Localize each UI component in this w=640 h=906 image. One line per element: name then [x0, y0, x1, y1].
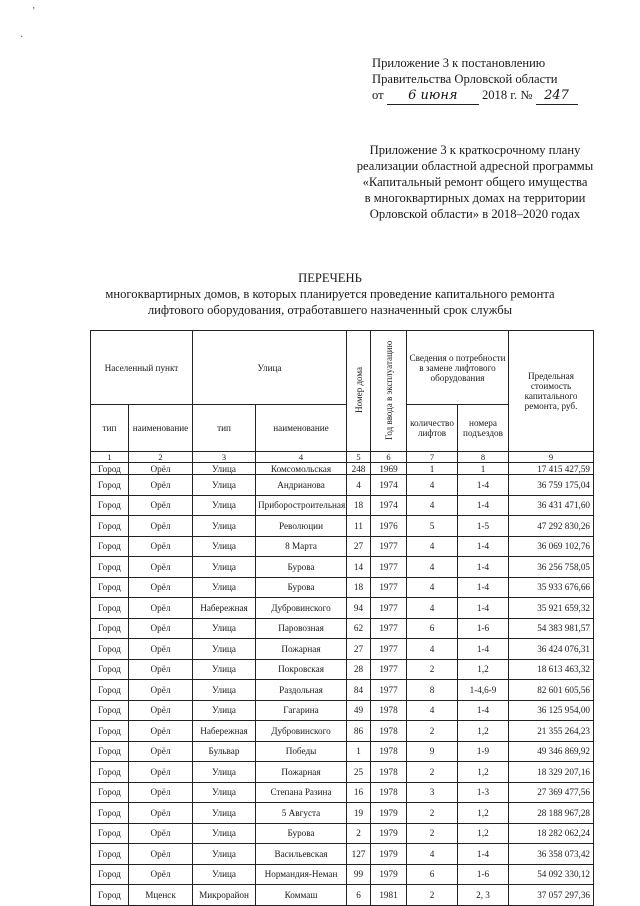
table-cell: Улица [193, 495, 256, 516]
table-cell: 1974 [371, 475, 407, 496]
houses-table [90, 330, 594, 906]
table-cell: Орёл [129, 741, 193, 762]
header-lifts: количество лифтов [407, 405, 458, 452]
header-type: тип [91, 405, 129, 452]
table-cell: Орёл [129, 598, 193, 619]
header-name: наименование [129, 405, 193, 452]
table-cell: 4 [407, 577, 458, 598]
table-cell: 94 [347, 598, 371, 619]
table-cell: 1-6 [458, 618, 509, 639]
header-street-name: наименование [256, 405, 347, 452]
table-cell: Орёл [129, 516, 193, 537]
table-row [91, 864, 594, 885]
table-cell: 1977 [371, 557, 407, 578]
table-cell: 18 [347, 577, 371, 598]
table-cell: Улица [193, 844, 256, 865]
table-cell: 3 [407, 782, 458, 803]
table-cell: 2 [407, 803, 458, 824]
table-cell: Улица [193, 782, 256, 803]
table-row [91, 495, 594, 516]
table-cell: 1977 [371, 680, 407, 701]
table-cell: Город [91, 577, 129, 598]
plan-reference [330, 142, 620, 222]
table-cell: Город [91, 803, 129, 824]
table-cell: 5 [407, 516, 458, 537]
table-row [91, 536, 594, 557]
col-number: 1 [91, 452, 129, 463]
table-row [91, 475, 594, 496]
table-cell: 28 188 967,28 [509, 803, 594, 824]
table-cell: 1977 [371, 598, 407, 619]
table-row [91, 618, 594, 639]
header-street-type: тип [193, 405, 256, 452]
table-cell: 4 [407, 844, 458, 865]
table-cell: Город [91, 598, 129, 619]
table-row [91, 577, 594, 598]
plan-line-5: Орловской области» в 2018–2020 годах [369, 207, 581, 221]
column-number-row [91, 452, 594, 463]
table-row [91, 823, 594, 844]
table-cell: Набережная [193, 721, 256, 742]
table-row [91, 659, 594, 680]
col-number: 5 [347, 452, 371, 463]
plan-line-3: «Капитальный ремонт общего имущества [362, 175, 588, 189]
table-row [91, 885, 594, 906]
table-cell: 2 [407, 823, 458, 844]
table-cell: Улица [193, 823, 256, 844]
table-cell: Бульвар [193, 741, 256, 762]
plan-line-2: реализации областной адресной программы [356, 159, 594, 173]
table-cell: Улица [193, 803, 256, 824]
table-cell: Улица [193, 516, 256, 537]
table-cell: 8 [407, 680, 458, 701]
table-row [91, 463, 594, 475]
table-cell: Орёл [129, 577, 193, 598]
table-cell: 4 [407, 475, 458, 496]
table-cell: 47 292 830,26 [509, 516, 594, 537]
col-number: 7 [407, 452, 458, 463]
table-cell: Улица [193, 700, 256, 721]
table-cell: Коммаш [256, 885, 347, 906]
table-cell: 1-4 [458, 700, 509, 721]
date-year: 2018 г. № [481, 88, 533, 102]
table-cell: 28 [347, 659, 371, 680]
table-cell: Город [91, 536, 129, 557]
handwritten-date: 6 июня [387, 88, 479, 105]
table-cell: 35 933 676,66 [509, 577, 594, 598]
table-cell: 36 431 471,60 [509, 495, 594, 516]
table-cell: 1,2 [458, 762, 509, 783]
table-cell: 1-3 [458, 782, 509, 803]
col-number: 9 [509, 452, 594, 463]
table-cell: 99 [347, 864, 371, 885]
table-cell: 6 [407, 618, 458, 639]
table-cell: 37 057 297,36 [509, 885, 594, 906]
table-cell: 1-9 [458, 741, 509, 762]
table-cell: 4 [407, 557, 458, 578]
table-cell: 36 069 102,76 [509, 536, 594, 557]
table-cell: Орёл [129, 844, 193, 865]
table-cell: Паровозная [256, 618, 347, 639]
table-cell: 1-5 [458, 516, 509, 537]
plan-line-1: Приложение 3 к краткосрочному плану [369, 143, 581, 157]
table-cell: Орёл [129, 618, 193, 639]
table-cell: Улица [193, 463, 256, 475]
table-cell: Степана Разина [256, 782, 347, 803]
header-entrances: номера подъездов [458, 405, 509, 452]
table-cell: 62 [347, 618, 371, 639]
handwritten-number: 247 [536, 88, 578, 105]
table-cell: Приборостроительная [256, 495, 347, 516]
table-cell: Орёл [129, 823, 193, 844]
table-cell: 36 256 758,05 [509, 557, 594, 578]
table-cell: Пожарная [256, 762, 347, 783]
table-cell: 1 [347, 741, 371, 762]
table-cell: Бурова [256, 577, 347, 598]
table-cell: 1 [407, 463, 458, 475]
table-cell: 1977 [371, 639, 407, 660]
table-cell: Нормандия-Неман [256, 864, 347, 885]
header-settlement: Населенный пункт [91, 331, 193, 405]
table-cell: 1978 [371, 782, 407, 803]
table-cell: 127 [347, 844, 371, 865]
table-cell: 1978 [371, 721, 407, 742]
table-row [91, 762, 594, 783]
table-cell: Орёл [129, 659, 193, 680]
header-cost: Предельная стоимость капитального ремонта, руб. [509, 331, 594, 452]
table-row [91, 803, 594, 824]
table-cell: Город [91, 782, 129, 803]
table-cell: 82 601 605,56 [509, 680, 594, 701]
table-row [91, 844, 594, 865]
table-row [91, 516, 594, 537]
table-cell: 18 282 062,24 [509, 823, 594, 844]
table-cell: Дубровинского [256, 598, 347, 619]
table-cell: 18 329 207,16 [509, 762, 594, 783]
table-cell: Город [91, 680, 129, 701]
table-cell: Город [91, 463, 129, 475]
table-cell: 2 [407, 659, 458, 680]
table-cell: 14 [347, 557, 371, 578]
table-cell: Андрианова [256, 475, 347, 496]
table-cell: Улица [193, 864, 256, 885]
table-cell: Город [91, 618, 129, 639]
table-cell: 49 [347, 700, 371, 721]
header-year-label: Год ввода в эксплуатацию [383, 340, 394, 440]
table-cell: 2 [347, 823, 371, 844]
table-cell: Улица [193, 536, 256, 557]
table-cell: 86 [347, 721, 371, 742]
table-cell: 1,2 [458, 721, 509, 742]
table-cell: Город [91, 557, 129, 578]
table-cell: 248 [347, 463, 371, 475]
annex-line-1: Приложение 3 к постановлению [372, 56, 546, 70]
table-cell: 1979 [371, 864, 407, 885]
table-cell: 1977 [371, 659, 407, 680]
table-cell: 1978 [371, 741, 407, 762]
table-cell: 1977 [371, 618, 407, 639]
table-cell: 6 [347, 885, 371, 906]
table-cell: Бурова [256, 823, 347, 844]
table-row [91, 721, 594, 742]
table-cell: Орёл [129, 782, 193, 803]
table-cell: 11 [347, 516, 371, 537]
table-cell: 1977 [371, 536, 407, 557]
table-cell: Победы [256, 741, 347, 762]
table-cell: Орёл [129, 680, 193, 701]
table-cell: 27 369 477,56 [509, 782, 594, 803]
table-cell: Орёл [129, 475, 193, 496]
plan-line-4: в многоквартирных домах на территории [364, 191, 586, 205]
table-cell: 1,2 [458, 659, 509, 680]
table-cell: 1-4 [458, 577, 509, 598]
table-cell: 4 [407, 700, 458, 721]
table-cell: Улица [193, 680, 256, 701]
header-street: Улица [193, 331, 347, 405]
table-cell: 1 [458, 463, 509, 475]
table-cell: Орёл [129, 495, 193, 516]
table-cell: 84 [347, 680, 371, 701]
table-cell: 1-4 [458, 844, 509, 865]
table-cell: Улица [193, 557, 256, 578]
table-cell: 36 125 954,00 [509, 700, 594, 721]
scan-speck: · [20, 32, 24, 43]
table-cell: 1976 [371, 516, 407, 537]
table-cell: 49 346 869,92 [509, 741, 594, 762]
table-cell: 18 613 463,32 [509, 659, 594, 680]
table-row [91, 680, 594, 701]
table-cell: Орёл [129, 803, 193, 824]
table-cell: Город [91, 864, 129, 885]
table-row [91, 782, 594, 803]
annex-date-line [372, 87, 592, 105]
table-cell: 4 [347, 475, 371, 496]
table-cell: 1978 [371, 700, 407, 721]
table-cell: 1979 [371, 803, 407, 824]
table-cell: 4 [407, 495, 458, 516]
table-cell: Город [91, 844, 129, 865]
table-cell: Город [91, 885, 129, 906]
table-cell: Революции [256, 516, 347, 537]
table-cell: Город [91, 659, 129, 680]
table-cell: Пожарная [256, 639, 347, 660]
col-number: 8 [458, 452, 509, 463]
table-cell: 54 383 981,57 [509, 618, 594, 639]
table-cell: 4 [407, 536, 458, 557]
table-cell: Дубровинского [256, 721, 347, 742]
table-cell: 1-4 [458, 475, 509, 496]
table-cell: 2 [407, 885, 458, 906]
table-cell: Орёл [129, 536, 193, 557]
table-cell: Город [91, 475, 129, 496]
table-cell: 17 415 427,59 [509, 463, 594, 475]
table-cell: 1-4 [458, 639, 509, 660]
table-cell: 2, 3 [458, 885, 509, 906]
table-row [91, 639, 594, 660]
col-number: 3 [193, 452, 256, 463]
table-cell: Город [91, 762, 129, 783]
table-cell: Микрорайон [193, 885, 256, 906]
table-cell: 1979 [371, 823, 407, 844]
col-number: 6 [371, 452, 407, 463]
table-row [91, 700, 594, 721]
table-row [91, 557, 594, 578]
table-cell: 2 [407, 721, 458, 742]
table-cell: 1-6 [458, 864, 509, 885]
table-cell: 1969 [371, 463, 407, 475]
table-row [91, 741, 594, 762]
table-cell: Орёл [129, 557, 193, 578]
title-line-2: лифтового оборудования, отработавшего назначенный срок службы [147, 303, 513, 317]
table-cell: 36 424 076,31 [509, 639, 594, 660]
table-cell: 4 [407, 639, 458, 660]
header-need: Сведения о потребности в замене лифтового оборудования [407, 331, 509, 405]
table-cell: 1974 [371, 495, 407, 516]
table-cell: 8 Марта [256, 536, 347, 557]
table-cell: 1-4,6-9 [458, 680, 509, 701]
table-cell: Улица [193, 475, 256, 496]
table-cell: Город [91, 721, 129, 742]
table-cell: 2 [407, 762, 458, 783]
table-cell: Орёл [129, 762, 193, 783]
col-number: 2 [129, 452, 193, 463]
col-number: 4 [256, 452, 347, 463]
table-cell: Орёл [129, 864, 193, 885]
table-cell: 16 [347, 782, 371, 803]
table-cell: 1,2 [458, 803, 509, 824]
table-cell: Орёл [129, 639, 193, 660]
table-cell: Орёл [129, 721, 193, 742]
header-house-no-label: Номер дома [353, 367, 364, 413]
table-cell: Гагарина [256, 700, 347, 721]
table-cell: 1978 [371, 762, 407, 783]
table-cell: 6 [407, 864, 458, 885]
table-cell: 1-4 [458, 536, 509, 557]
table-row [91, 598, 594, 619]
table-cell: 18 [347, 495, 371, 516]
table-cell: Улица [193, 639, 256, 660]
table-cell: Орёл [129, 700, 193, 721]
table-cell: Город [91, 741, 129, 762]
table-cell: 54 092 330,12 [509, 864, 594, 885]
table-cell: 1-4 [458, 598, 509, 619]
table-cell: 21 355 264,23 [509, 721, 594, 742]
annex-line-2: Правительства Орловской области [372, 72, 558, 86]
table-cell: Комсомольская [256, 463, 347, 475]
title-line-1: многоквартирных домов, в которых планируется проведение капитального ремонта [105, 287, 555, 301]
table-cell: 36 358 073,42 [509, 844, 594, 865]
table-cell: 1-4 [458, 495, 509, 516]
table-cell: Город [91, 823, 129, 844]
document-title [70, 270, 590, 318]
table-cell: 1-4 [458, 557, 509, 578]
table-cell: Город [91, 639, 129, 660]
table-cell: Город [91, 516, 129, 537]
table-cell: Город [91, 495, 129, 516]
header-row-1 [91, 331, 594, 405]
table-body [91, 463, 594, 906]
table-cell: 1977 [371, 577, 407, 598]
table-cell: 1,2 [458, 823, 509, 844]
table-cell: 9 [407, 741, 458, 762]
table-cell: Васильевская [256, 844, 347, 865]
table-cell: Орёл [129, 463, 193, 475]
table-cell: Город [91, 700, 129, 721]
table-cell: Бурова [256, 557, 347, 578]
table-cell: 19 [347, 803, 371, 824]
table-cell: 27 [347, 536, 371, 557]
table-cell: Улица [193, 762, 256, 783]
date-prefix: от [372, 88, 384, 102]
annex-header [372, 55, 592, 105]
table-cell: Улица [193, 659, 256, 680]
table-cell: 1981 [371, 885, 407, 906]
table-cell: Покровская [256, 659, 347, 680]
table-cell: 1979 [371, 844, 407, 865]
table-cell: Улица [193, 577, 256, 598]
header-year [371, 331, 407, 452]
table-cell: Набережная [193, 598, 256, 619]
table-cell: 36 759 175,04 [509, 475, 594, 496]
table-cell: Улица [193, 618, 256, 639]
scan-speck: ʼ [32, 6, 36, 17]
table-cell: 25 [347, 762, 371, 783]
title-heading: ПЕРЕЧЕНЬ [298, 271, 362, 285]
table-cell: 5 Августа [256, 803, 347, 824]
table-cell: Раздольная [256, 680, 347, 701]
table-cell: 27 [347, 639, 371, 660]
table-cell: 35 921 659,32 [509, 598, 594, 619]
header-house-no [347, 331, 371, 452]
table-cell: Мценск [129, 885, 193, 906]
table-cell: 4 [407, 598, 458, 619]
